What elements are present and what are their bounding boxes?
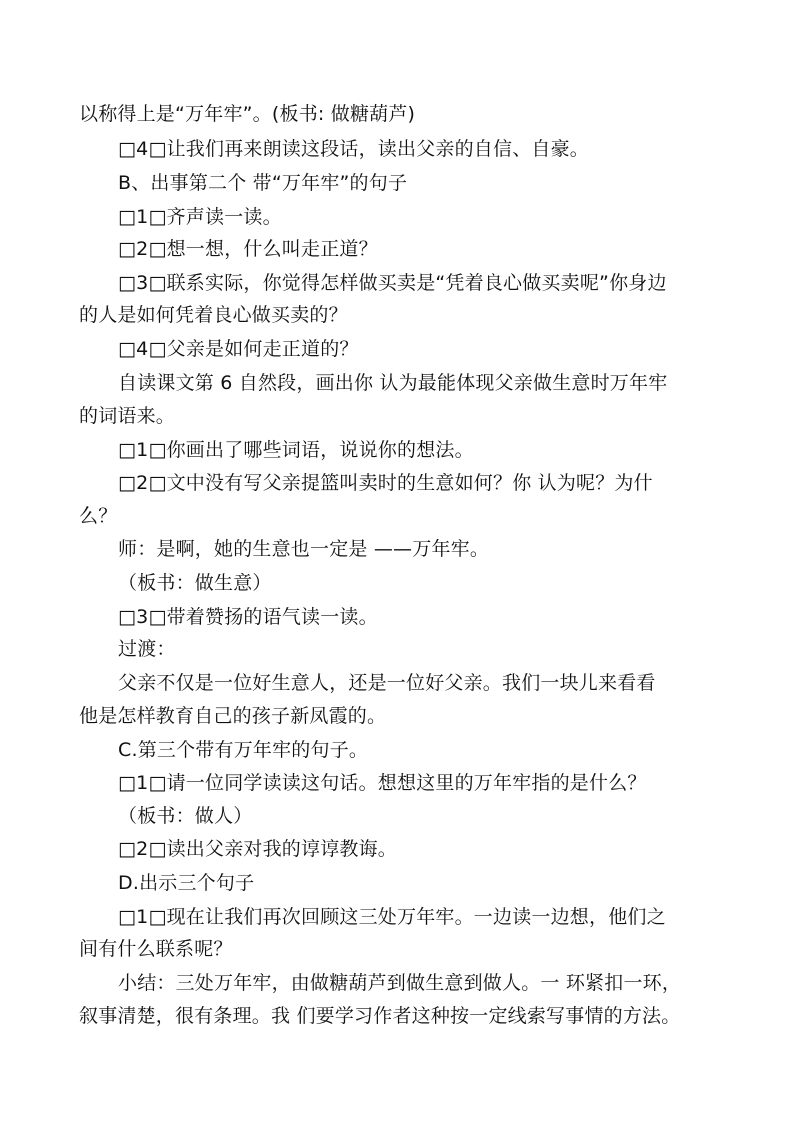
text-line: □3□联系实际，你觉得怎样做买卖是“凭着良心做买卖呢”你身边: [118, 272, 667, 294]
text-line: □2□读出父亲对我的谆谆教诲。: [118, 838, 397, 860]
text-line: □1□请一位同学读读这句话。想想这里的万年牢指的是什么？: [118, 772, 647, 794]
text-line: 以称得上是“万年牢”。(板书: 做糖葫芦): [79, 103, 416, 125]
text-line: （板书：做人）: [118, 805, 253, 827]
text-line: 的词语来。: [79, 405, 176, 427]
text-line: 过渡：: [118, 638, 176, 660]
text-line: 的人是如何凭着良心做买卖的？: [79, 304, 348, 326]
text-line: （板书：做生意）: [118, 572, 272, 594]
text-line: 他是怎样教育自己的孩子新凤霞的。: [79, 705, 387, 727]
text-line: 小结：三处万年牢，由做糖葫芦到做生意到做人。一 环紧扣一环，: [118, 972, 682, 994]
text-line: □1□你画出了哪些词语，说说你的想法。: [118, 439, 474, 461]
text-line: C.第三个带有万年牢的句子。: [118, 739, 369, 761]
text-line: □1□现在让我们再次回顾这三处万年牢。一边读一边想，他们之: [118, 906, 666, 928]
text-line: 么？: [79, 505, 118, 527]
text-line: 师：是啊，她的生意也一定是 ——万年牢。: [118, 538, 490, 560]
text-line: 自读课文第 6 自然段，画出你 认为最能体现父亲做生意时万年牢: [118, 372, 668, 394]
text-line: 间有什么联系呢？: [79, 938, 233, 960]
text-line: □3□带着赞扬的语气读一读。: [118, 606, 378, 628]
text-line: □1□齐声读一读。: [118, 206, 282, 228]
text-line: B、出事第二个 带“万年牢”的句子: [118, 172, 408, 194]
text-line: D.出示三个句子: [118, 872, 255, 894]
text-line: □4□让我们再来朗读这段话，读出父亲的自信、自豪。: [118, 138, 589, 160]
text-line: 父亲不仅是一位好生意人，还是一位好父亲。我们一块儿来看看: [118, 672, 656, 694]
text-line: □4□父亲是如何走正道的？: [118, 338, 359, 360]
text-line: □2□想一想，什么叫走正道？: [118, 238, 378, 260]
text-line: 叙事清楚，很有条理。我 们要学习作者这种按一定线索写事情的方法。: [79, 1005, 681, 1027]
text-line: □2□文中没有写父亲提篮叫卖时的生意如何？你 认为呢？为什: [118, 472, 653, 494]
